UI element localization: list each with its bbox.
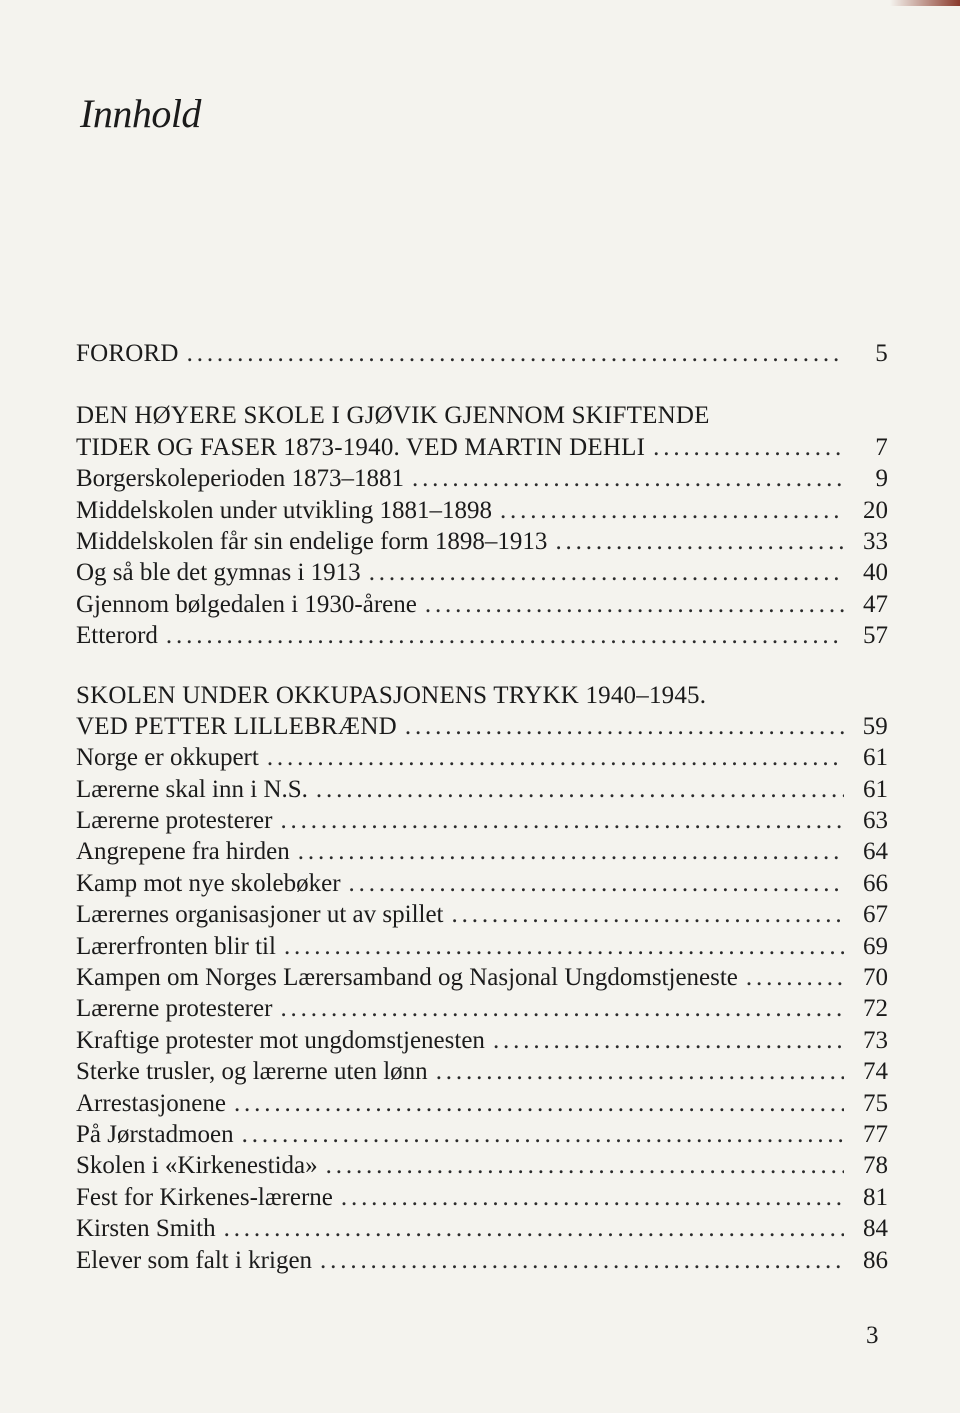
dot-leader <box>284 931 844 962</box>
toc-entry <box>76 868 888 899</box>
section-gap <box>76 369 888 400</box>
part1-entries <box>76 463 888 651</box>
toc-page-number: 33 <box>863 527 888 555</box>
toc-entry <box>76 774 888 805</box>
dot-leader <box>242 1119 844 1150</box>
dot-leader <box>746 962 848 993</box>
dot-leader <box>412 463 844 494</box>
dot-leader <box>425 589 844 620</box>
toc-page-number: 77 <box>863 1120 888 1148</box>
toc-entry <box>76 495 888 526</box>
toc-entry-label: Sterke trusler, og lærerne uten lønn <box>76 1058 428 1086</box>
dot-leader <box>369 557 844 588</box>
dot-leader <box>298 836 844 867</box>
dot-leader <box>316 774 844 805</box>
table-of-contents <box>76 338 888 1276</box>
toc-page-number: 61 <box>863 744 888 772</box>
section-heading-line: VED PETTER LILLEBRÆND <box>76 712 397 740</box>
section-heading-line: TIDER OG FASER 1873-1940. VED MARTIN DEHLI <box>76 433 646 461</box>
toc-page-number: 59 <box>862 712 888 740</box>
toc-entry-label: Skolen i «Kirkenestida» <box>76 1152 318 1180</box>
toc-entry-label: Lærerne skal inn i N.S. <box>76 775 308 803</box>
toc-entry-label: Etterord <box>76 622 158 650</box>
dot-leader <box>500 495 844 526</box>
toc-page-number: 66 <box>863 869 888 897</box>
toc-entry <box>76 1245 888 1276</box>
dot-leader <box>326 1150 844 1181</box>
page-title: Innhold <box>80 91 201 136</box>
dot-leader <box>452 899 844 930</box>
dot-leader <box>555 526 844 557</box>
section-heading-line: SKOLEN UNDER OKKUPASJONENS TRYKK 1940–1945. <box>76 681 707 709</box>
toc-entry-label: Norge er okkupert <box>76 744 259 772</box>
toc-entry-label: Kirsten Smith <box>76 1215 216 1243</box>
toc-entry-label: Lærerne protesterer <box>76 807 273 835</box>
toc-page-number: 70 <box>863 964 888 992</box>
dot-leader <box>234 1088 844 1119</box>
toc-entry-label: Arrestasjonene <box>76 1089 226 1117</box>
toc-entry-forord <box>76 338 888 369</box>
section-heading-line: DEN HØYERE SKOLE I GJØVIK GJENNOM SKIFTENDE <box>76 402 710 430</box>
toc-entry <box>76 620 888 651</box>
section-heading-part2-final <box>76 711 888 742</box>
toc-entry-label: Kampen om Norges Lærersamband og Nasjonal Ungdomstjeneste <box>76 964 738 992</box>
toc-entry <box>76 1088 888 1119</box>
toc-entry <box>76 993 888 1024</box>
toc-page-number: 7 <box>875 433 888 461</box>
toc-entry <box>76 962 888 993</box>
toc-page-number: 72 <box>863 995 888 1023</box>
dot-leader <box>320 1245 844 1276</box>
toc-entry-label: Middelskolen under utvikling 1881–1898 <box>76 496 492 524</box>
section-heading-part1 <box>76 400 888 431</box>
dot-leader <box>280 993 844 1024</box>
toc-page-number: 73 <box>863 1026 888 1054</box>
toc-entry-label: Kraftige protester mot ungdomstjenesten <box>76 1026 485 1054</box>
toc-page-number: 63 <box>863 807 888 835</box>
toc-page-number: 5 <box>875 340 888 367</box>
dot-leader <box>653 432 844 463</box>
dot-leader <box>187 338 844 369</box>
toc-entry <box>76 1119 888 1150</box>
toc-page-number: 57 <box>863 622 888 650</box>
toc-entry <box>76 805 888 836</box>
toc-entry <box>76 526 888 557</box>
dot-leader <box>493 1025 844 1056</box>
toc-entry <box>76 589 888 620</box>
section-heading-part2 <box>76 680 888 711</box>
toc-entry <box>76 931 888 962</box>
toc-entry-label: Angrepene fra hirden <box>76 838 290 866</box>
toc-entry-label: Elever som falt i krigen <box>76 1246 313 1274</box>
dot-leader <box>267 742 844 773</box>
toc-entry-label: Middelskolen får sin endelige form 1898–1913 <box>76 527 548 555</box>
toc-page-number: 64 <box>863 838 888 866</box>
toc-page-number: 86 <box>863 1246 888 1274</box>
toc-entry <box>76 463 888 494</box>
toc-entry <box>76 1213 888 1244</box>
toc-page-number: 9 <box>875 465 888 493</box>
part2-entries <box>76 742 888 1276</box>
toc-entry <box>76 1025 888 1056</box>
dot-leader <box>405 711 844 742</box>
toc-page-number: 84 <box>863 1215 888 1243</box>
page-edge <box>890 0 960 6</box>
toc-page-number: 75 <box>863 1089 888 1117</box>
section-gap <box>76 652 888 680</box>
toc-entry <box>76 899 888 930</box>
dot-leader <box>166 620 844 651</box>
toc-entry-label: Borgerskoleperioden 1873–1881 <box>76 465 404 493</box>
toc-page-number: 40 <box>863 559 888 587</box>
toc-entry <box>76 1182 888 1213</box>
toc-page-number: 20 <box>863 496 888 524</box>
dot-leader <box>224 1213 844 1244</box>
toc-entry-label: Og så ble det gymnas i 1913 <box>76 559 361 587</box>
page-number: 3 <box>866 1322 879 1349</box>
toc-page-number: 61 <box>863 775 888 803</box>
toc-page-number: 47 <box>863 590 888 618</box>
toc-entry-label: Fest for Kirkenes-lærerne <box>76 1183 333 1211</box>
section-heading-part1-final <box>76 432 888 463</box>
toc-page-number: 67 <box>863 901 888 929</box>
toc-page-number: 74 <box>863 1058 888 1086</box>
dot-leader <box>349 868 844 899</box>
toc-page-number: 81 <box>863 1183 888 1211</box>
dot-leader <box>341 1182 844 1213</box>
toc-entry <box>76 557 888 588</box>
toc-entry <box>76 1150 888 1181</box>
toc-entry-label: På Jørstadmoen <box>76 1120 234 1148</box>
toc-page-number: 69 <box>863 932 888 960</box>
toc-entry-label: Lærernes organisasjoner ut av spillet <box>76 901 444 929</box>
dot-leader <box>436 1056 844 1087</box>
toc-entry-label: Kamp mot nye skolebøker <box>76 869 341 897</box>
toc-entry <box>76 836 888 867</box>
toc-entry-label: FORORD <box>76 340 179 367</box>
dot-leader <box>280 805 844 836</box>
toc-entry-label: Lærerfronten blir til <box>76 932 276 960</box>
toc-entry-label: Gjennom bølgedalen i 1930-årene <box>76 590 417 618</box>
toc-entry-label: Lærerne protesterer <box>76 995 273 1023</box>
toc-page-number: 78 <box>863 1152 888 1180</box>
toc-entry <box>76 1056 888 1087</box>
toc-entry <box>76 742 888 773</box>
